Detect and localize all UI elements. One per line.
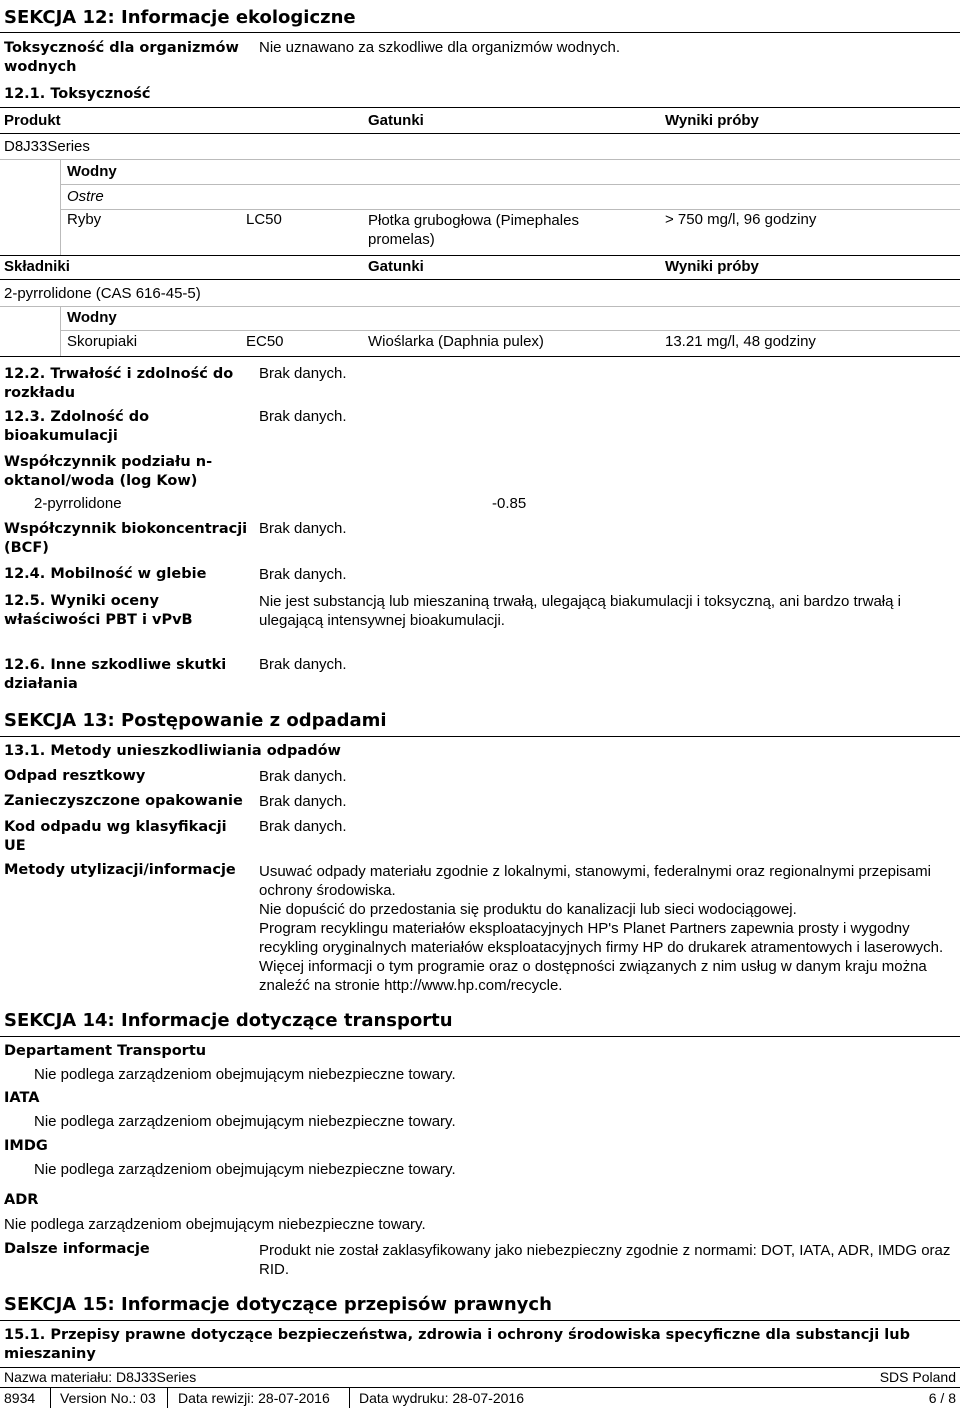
table-bottom-rule	[0, 356, 960, 357]
test-result: 13.21 mg/l, 48 godziny	[665, 333, 816, 350]
footer-version: Version No.: 03	[60, 1390, 156, 1406]
kow-value: -0.85	[492, 495, 527, 512]
pbt-label: 12.5. Wyniki oceny właściwości PBT i vPvB	[4, 593, 193, 628]
imdg-value: Nie podlega zarządzeniom obejmującym niebezpieczne towary.	[34, 1161, 456, 1178]
contaminated-packaging-label: Zanieczyszczone opakowanie	[4, 793, 243, 809]
further-info-label: Dalsze informacje	[4, 1241, 150, 1257]
species: Płotka grubogłowa (Pimephales promelas)	[368, 212, 579, 248]
pbt-value: Nie jest substancją lub mieszaniną trwałą, ulegającą biakumulacji i toksyczną, ani bardzo trwałą i ulegającą intensywnej bioakumulacji.	[259, 593, 901, 629]
row-rule	[0, 159, 960, 160]
section-15-subtitle: 15.1. Przepisy prawne dotyczące bezpieczeństwa, zdrowia i ochrony środowiska specyficzne dla substancji lub mieszaniny	[4, 1327, 910, 1362]
row-rule	[60, 209, 960, 210]
aquatic-toxicity-label: Toksyczność dla organizmów wodnych	[4, 40, 239, 75]
toxicity-type: Ostre	[67, 188, 104, 205]
env-aquatic: Wodny	[67, 309, 117, 326]
table-rule	[0, 255, 960, 256]
bcf-value: Brak danych.	[259, 520, 347, 537]
row-rule	[60, 184, 960, 185]
further-info-value: Produkt nie został zaklasyfikowany jako niebezpieczny zgodnie z normami: DOT, IATA, ADR, IMDG oraz RID.	[259, 1242, 951, 1278]
mobility-label: 12.4. Mobilność w glebie	[4, 566, 207, 582]
organism: Ryby	[67, 211, 102, 228]
iata-value: Nie podlega zarządzeniom obejmującym niebezpieczne towary.	[34, 1113, 456, 1130]
contaminated-packaging-value: Brak danych.	[259, 793, 347, 810]
col-results: Wyniki próby	[665, 112, 759, 129]
footer-material-name: Nazwa materiału: D8J33Series	[4, 1369, 197, 1385]
bioaccumulation-label: 12.3. Zdolność do bioakumulacji	[4, 409, 150, 444]
iata-label: IATA	[4, 1090, 40, 1106]
table-top-rule	[0, 107, 960, 108]
footer-rule	[0, 1367, 960, 1368]
section-14-header: SEKCJA 14: Informacje dotyczące transportu	[4, 1010, 453, 1031]
table-header-rule	[0, 133, 960, 134]
test-type: EC50	[246, 333, 284, 350]
dot-value: Nie podlega zarządzeniom obejmującym niebezpieczne towary.	[34, 1066, 456, 1083]
env-aquatic: Wodny	[67, 163, 117, 180]
aquatic-toxicity-value: Nie uznawano za szkodliwe dla organizmów wodnych.	[259, 39, 621, 56]
table-header-rule	[0, 279, 960, 280]
disposal-methods-label: Metody utylizacji/informacje	[4, 862, 236, 878]
footer-rule	[0, 1387, 960, 1388]
table-border	[60, 306, 61, 356]
bioaccumulation-value: Brak danych.	[259, 408, 347, 425]
species: Wioślarka (Daphnia pulex)	[368, 333, 544, 350]
col-product: Produkt	[4, 112, 61, 129]
product-name: D8J33Series	[4, 138, 90, 155]
col-results: Wyniki próby	[665, 258, 759, 275]
waste-code-label: Kod odpadu wg klasyfikacji UE	[4, 819, 227, 854]
persistence-value: Brak danych.	[259, 365, 347, 382]
organism: Skorupiaki	[67, 333, 138, 350]
section-13-header: SEKCJA 13: Postępowanie z odpadami	[4, 710, 387, 731]
toxicity-title: 12.1. Toksyczność	[4, 86, 151, 102]
footer-page-number: 6 / 8	[928, 1390, 956, 1406]
section-12-header: SEKCJA 12: Informacje ekologiczne	[4, 7, 356, 28]
dot-label: Departament Transportu	[4, 1043, 207, 1059]
test-result: > 750 mg/l, 96 godziny	[665, 211, 817, 228]
section-13-subtitle: 13.1. Metody unieszkodliwiania odpadów	[4, 743, 341, 759]
footer-print-date: Data wydruku: 28-07-2016	[359, 1390, 524, 1406]
disposal-methods-p2: Nie dopuścić do przedostania się produktu do kanalizacji lub sieci wodociągowej.	[259, 901, 797, 918]
footer-divider	[167, 1388, 168, 1408]
table-border	[60, 159, 61, 255]
mobility-value: Brak danych.	[259, 566, 347, 583]
section-15-header: SEKCJA 15: Informacje dotyczące przepisów prawnych	[4, 1294, 552, 1315]
section-rule	[0, 32, 960, 33]
disposal-methods-p3: Program recyklingu materiałów eksploatacyjnych HP's Planet Partners zapewnia prosty i wygodny recykling oryginalnych materiałów eksploatacyjnych firmy HP do drukarek atramentowych i laserowych. Więcej informacji o tym programie oraz o dostępności związanych z nim usług w danym kraju można znaleźć na stronie http://www.hp.com/recycle.	[259, 920, 944, 994]
row-rule	[0, 306, 960, 307]
component-name: 2-pyrrolidone (CAS 616-45-5)	[4, 285, 201, 302]
footer-divider	[50, 1388, 51, 1408]
footer-divider	[349, 1388, 350, 1408]
row-rule	[60, 330, 960, 331]
kow-label: Współczynnik podziału n-oktanol/woda (log Kow)	[4, 454, 213, 489]
col-species: Gatunki	[368, 112, 424, 129]
other-effects-value: Brak danych.	[259, 656, 347, 673]
col-components: Składniki	[4, 258, 70, 275]
residual-waste-label: Odpad resztkowy	[4, 768, 146, 784]
adr-value: Nie podlega zarządzeniom obejmującym niebezpieczne towary.	[4, 1216, 426, 1233]
section-rule	[0, 1320, 960, 1321]
waste-code-value: Brak danych.	[259, 818, 347, 835]
col-species: Gatunki	[368, 258, 424, 275]
footer-doc-number: 8934	[4, 1390, 36, 1406]
section-rule	[0, 736, 960, 737]
section-rule	[0, 1036, 960, 1037]
footer-revision-date: Data rewizji: 28-07-2016	[178, 1390, 330, 1406]
persistence-label: 12.2. Trwałość i zdolność do rozkładu	[4, 366, 234, 401]
imdg-label: IMDG	[4, 1138, 48, 1154]
disposal-methods-p1: Usuwać odpady materiału zgodnie z lokalnymi, stanowymi, federalnymi oraz regionalnymi przepisami ochrony środowiska.	[259, 863, 931, 899]
kow-substance: 2-pyrrolidone	[34, 495, 122, 512]
other-effects-label: 12.6. Inne szkodliwe skutki działania	[4, 657, 227, 692]
bcf-label: Współczynnik biokoncentracji (BCF)	[4, 521, 248, 556]
adr-label: ADR	[4, 1192, 39, 1208]
footer-country: SDS Poland	[879, 1369, 956, 1385]
residual-waste-value: Brak danych.	[259, 768, 347, 785]
test-type: LC50	[246, 211, 282, 228]
